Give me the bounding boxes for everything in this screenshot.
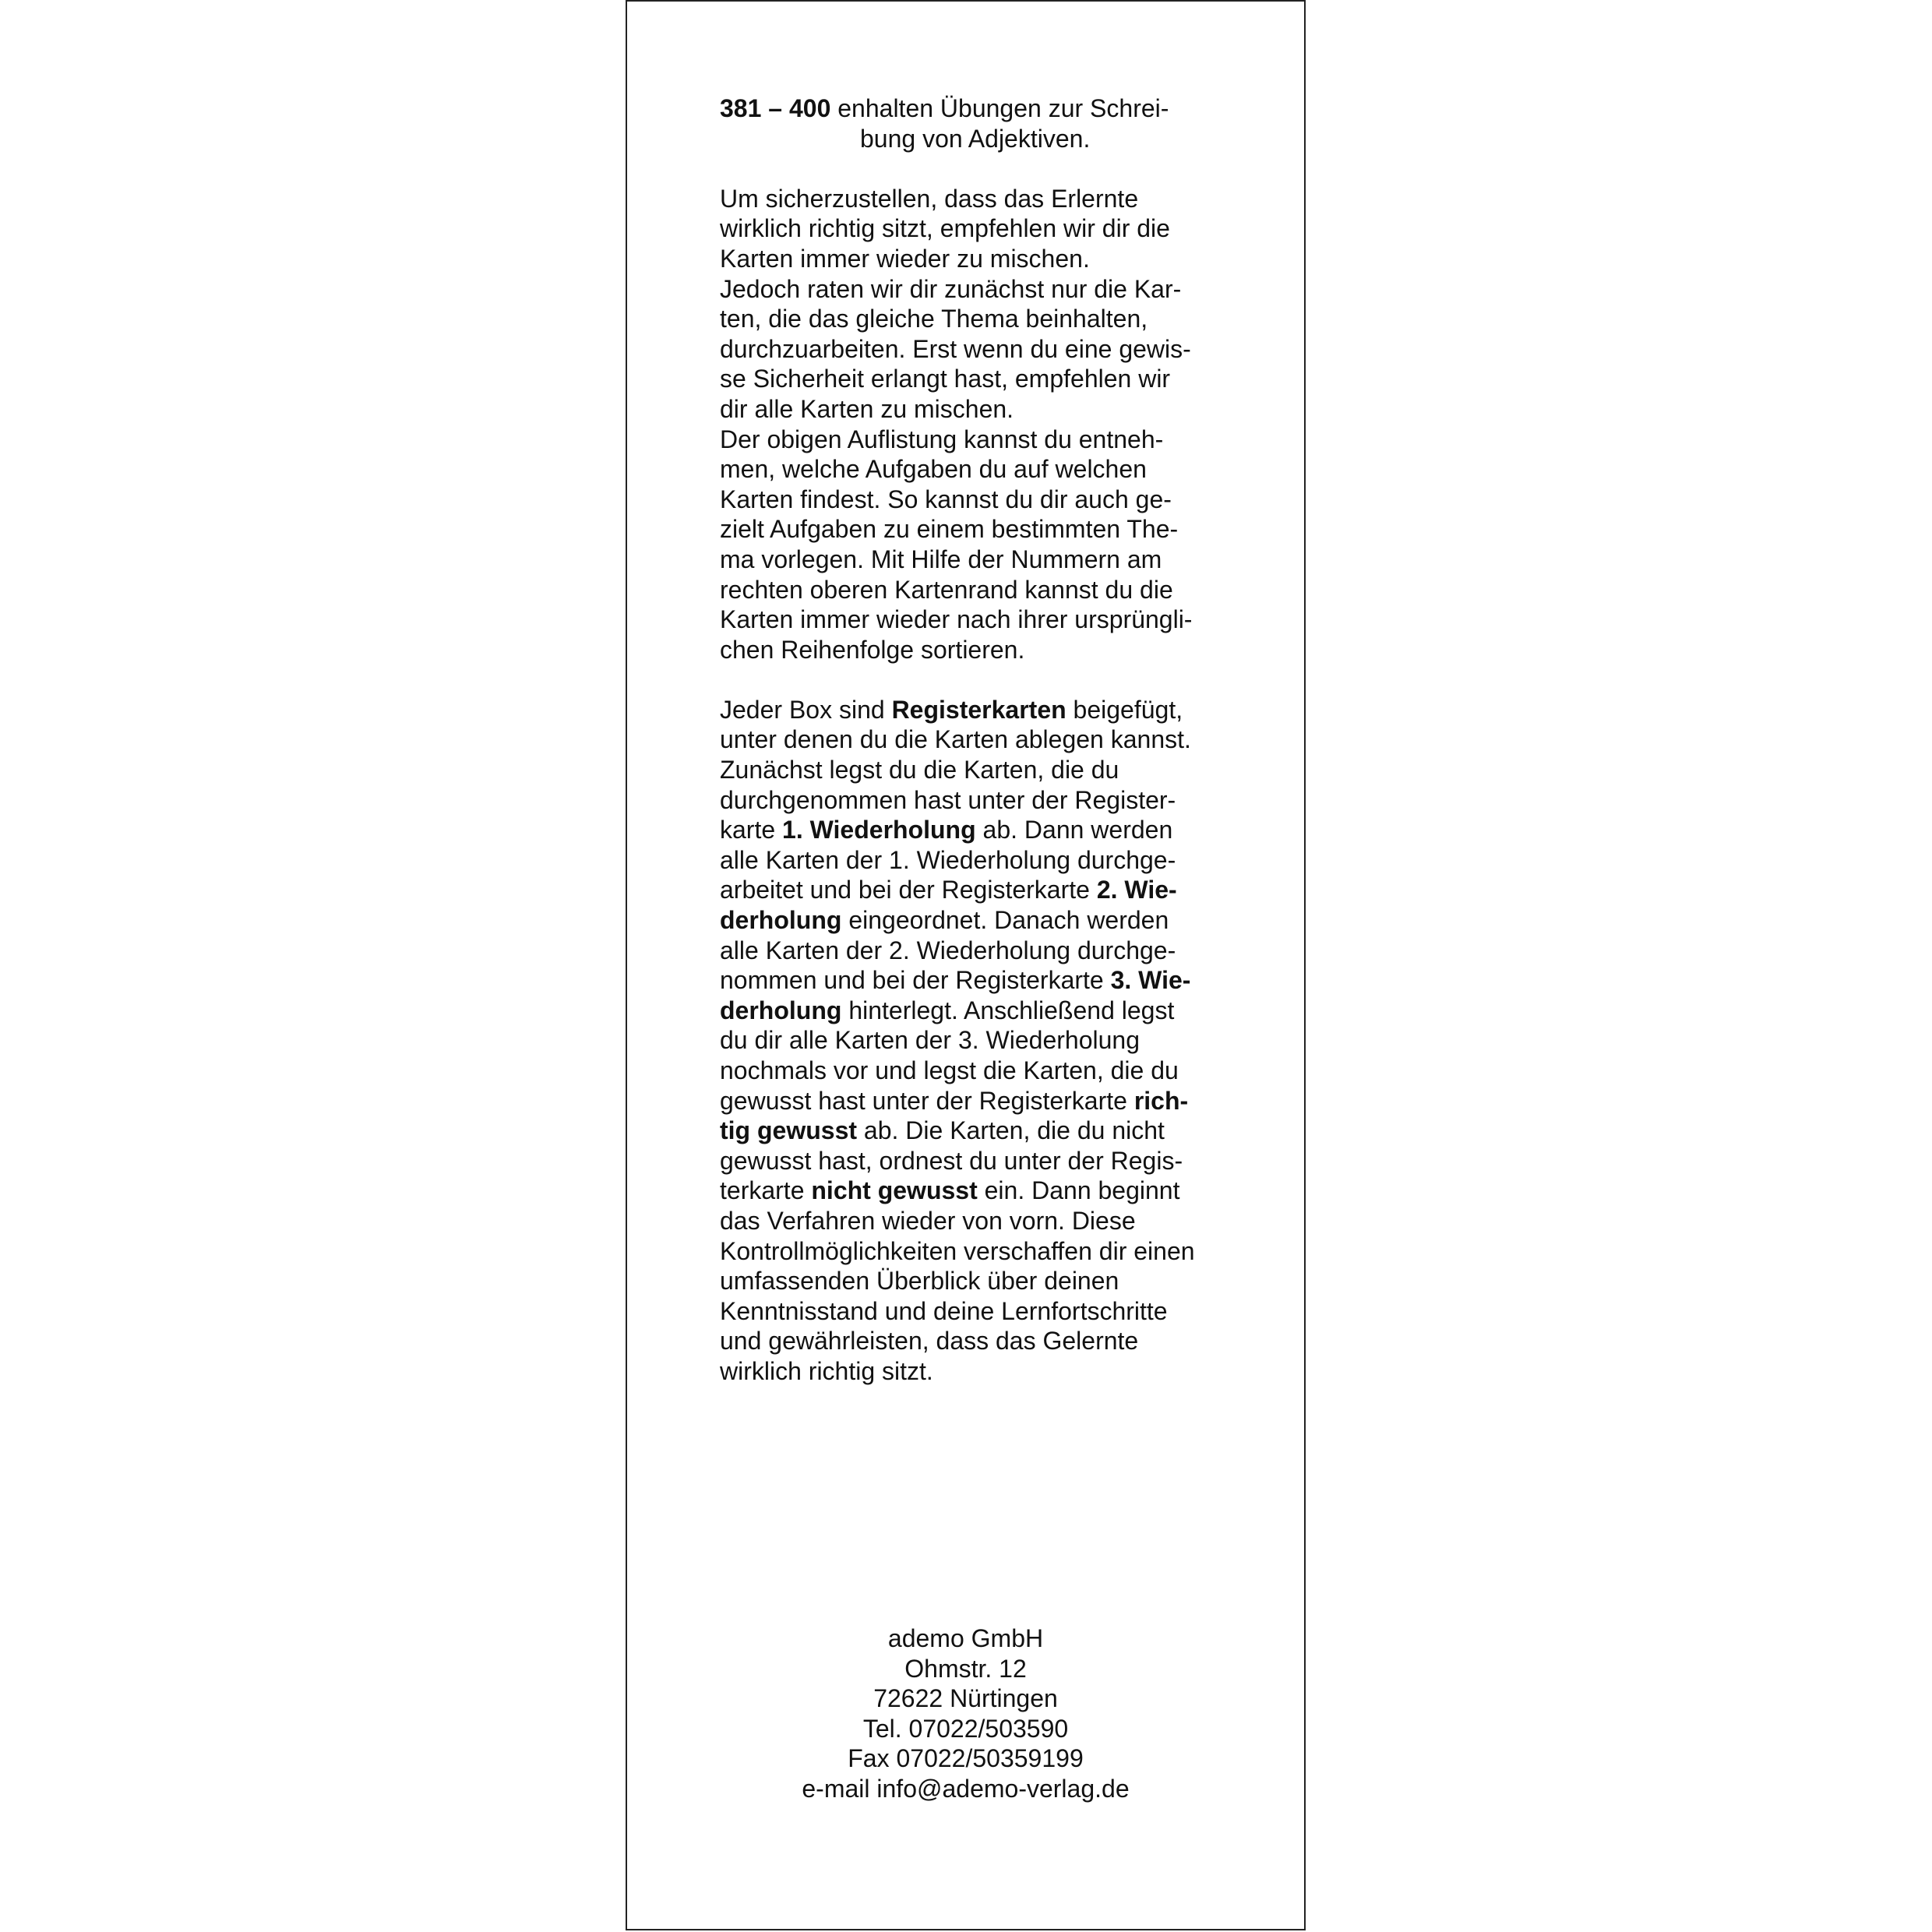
paragraph-line: Kontrollmöglichkeiten verschaffen dir einen: [720, 1236, 1195, 1265]
bold-term: 2. Wie-: [1096, 876, 1177, 904]
text-run: karte: [720, 816, 783, 844]
intro-line-2: bung von Adjektiven.: [860, 124, 1091, 153]
paragraph-line: Kenntnisstand und deine Lernfortschritte: [720, 1296, 1168, 1325]
card-body-text: [720, 93, 1250, 1387]
paragraph-line: [720, 1116, 1250, 1146]
paragraph-line: nochmals vor und legst die Karten, die du: [720, 1056, 1179, 1084]
paragraph-line: Zunächst legst du die Karten, die du: [720, 756, 1119, 784]
paragraph-line: ma vorlegen. Mit Hilfe der Nummern am: [720, 545, 1162, 573]
paragraph-line: und gewährleisten, dass das Gelernte: [720, 1327, 1139, 1356]
paragraph-line: Jedoch raten wir dir zunächst nur die Kar-: [720, 274, 1182, 303]
text-run: Jeder Box sind: [720, 695, 892, 724]
company-name: ademo GmbH: [887, 1624, 1044, 1652]
paragraph-line: wirklich richtig sitzt, empfehlen wir dir die: [720, 214, 1170, 243]
paragraph-line: [720, 875, 1250, 905]
paragraph-line: se Sicherheit erlangt hast, empfehlen wir: [720, 365, 1171, 393]
paragraph-line: [720, 695, 1250, 725]
spacer: [720, 665, 1250, 695]
paragraph-line: Karten immer wieder zu mischen.: [720, 244, 1090, 273]
paragraph-line: gewusst hast, ordnest du unter der Regis-: [720, 1146, 1183, 1175]
paragraph-line: chen Reihenfolge sortieren.: [720, 635, 1025, 664]
text-run: arbeitet und bei der Registerkarte: [720, 876, 1097, 904]
paragraph-line: durchgenommen hast unter der Register-: [720, 785, 1176, 814]
bold-term: derholung: [720, 996, 842, 1024]
publisher-address: [627, 1624, 1304, 1804]
paragraph-line: rechten oberen Kartenrand kannst du die: [720, 575, 1173, 604]
bold-term: derholung: [720, 906, 842, 935]
text-run: eingeordnet. Danach werden: [841, 906, 1169, 935]
intro-text: enhalten Übungen zur Schrei-: [830, 94, 1169, 122]
street: Ohmstr. 12: [904, 1654, 1027, 1683]
paragraph-line: du dir alle Karten der 3. Wiederholung: [720, 1026, 1140, 1055]
text-run: nommen und bei der Registerkarte: [720, 966, 1111, 995]
paragraph-line: [720, 815, 1250, 845]
paragraph-line: wirklich richtig sitzt.: [720, 1356, 933, 1385]
paragraph-line: Karten immer wieder nach ihrer ursprüngli-: [720, 605, 1193, 634]
paragraph-line: alle Karten der 2. Wiederholung durchge-: [720, 936, 1176, 964]
paragraph-line: zielt Aufgaben zu einem bestimmten The-: [720, 515, 1179, 544]
paragraph-line: dir alle Karten zu mischen.: [720, 394, 1014, 423]
bold-term: 1. Wiederholung: [782, 816, 976, 844]
paragraph-line: das Verfahren wieder von vorn. Diese: [720, 1206, 1136, 1235]
paragraph-line: [720, 1086, 1250, 1116]
paragraph-line: umfassenden Überblick über deinen: [720, 1267, 1119, 1296]
paragraph-line: [720, 996, 1250, 1026]
paragraph-line: alle Karten der 1. Wiederholung durchge-: [720, 845, 1176, 874]
card-range: 381 – 400: [720, 94, 831, 122]
fax: Fax 07022/50359199: [848, 1744, 1084, 1773]
instruction-card: [626, 0, 1306, 1930]
bold-term: Registerkarten: [891, 695, 1066, 724]
city: 72622 Nürtingen: [873, 1684, 1058, 1713]
paragraph-line: Um sicherzustellen, dass das Erlernte: [720, 184, 1139, 213]
text-run: ab. Dann werden: [975, 816, 1173, 844]
text-run: terkarte: [720, 1176, 812, 1205]
paragraph-line: [720, 1176, 1250, 1206]
bold-term: tig gewusst: [720, 1116, 858, 1145]
paragraph-line: [720, 965, 1250, 996]
paragraph-line: ten, die das gleiche Thema beinhalten,: [720, 305, 1148, 333]
paragraph-line: men, welche Aufgaben du auf welchen: [720, 455, 1147, 484]
text-run: gewusst hast unter der Registerkarte: [720, 1086, 1134, 1115]
paragraph-line: [720, 905, 1250, 936]
spacer: [720, 153, 1250, 184]
text-run: hinterlegt. Anschließend legst: [841, 996, 1175, 1024]
bold-term: rich-: [1133, 1086, 1189, 1115]
text-run: beigefügt,: [1066, 695, 1183, 724]
paragraph-line: unter denen du die Karten ablegen kannst.: [720, 725, 1191, 754]
telephone: Tel. 07022/503590: [862, 1714, 1069, 1743]
bold-term: 3. Wie-: [1110, 966, 1191, 995]
text-run: ein. Dann beginnt: [977, 1176, 1180, 1205]
email: e-mail info@ademo-verlag.de: [802, 1774, 1130, 1803]
paragraph-line: durchzuarbeiten. Erst wenn du eine gewis-: [720, 334, 1191, 363]
paragraph-line: Karten findest. So kannst du dir auch ge-: [720, 485, 1172, 513]
paragraph-line: Der obigen Auflistung kannst du entneh-: [720, 425, 1164, 453]
bold-term: nicht gewusst: [811, 1176, 978, 1205]
intro-line-1: [720, 93, 1250, 124]
text-run: ab. Die Karten, die du nicht: [857, 1116, 1165, 1145]
